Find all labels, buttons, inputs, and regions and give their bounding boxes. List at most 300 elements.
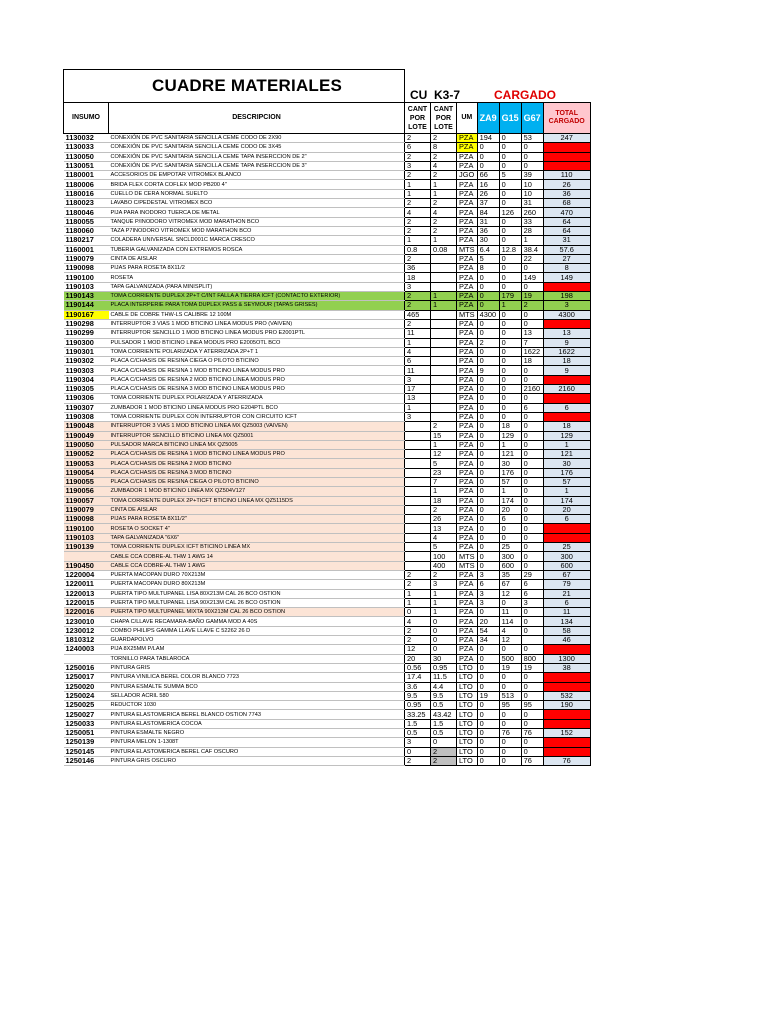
table-row [64,663,591,672]
za9-cell: 54 [477,626,499,635]
total-cell: 38 [543,663,590,672]
cant-lote-1-cell: 1 [405,403,431,412]
g15-cell: 95 [499,701,521,710]
cant-lote-1-cell: 3 [405,412,431,421]
um-cell: LTO [457,719,478,728]
cant-lote-1-cell: 1 [405,338,431,347]
descripcion-cell: CINTA DE AISLAR [109,254,405,263]
descripcion-cell: CABLE CCA COBRE-AL THW 1 AWG 14 [109,552,405,561]
za9-cell: 0 [477,412,499,421]
g15-cell: 12.8 [499,245,521,254]
cant-lote-1-cell: 2 [405,152,431,161]
um-cell: PZA [457,636,478,645]
descripcion-cell: TUBERIA GALVANIZADA CON EXTREMOS ROSCA [109,245,405,254]
table-row [64,226,591,235]
total-cell: 300 [543,552,590,561]
g15-cell: 0 [499,199,521,208]
cant-lote-2-cell: 0.08 [431,245,457,254]
cant-lote-2-cell: 2 [431,756,457,765]
table-row [64,710,591,719]
descripcion-cell: TOMA CORRIENTE DUPLEX ICFT BTICINO LINEA MX [109,543,405,552]
cant-lote-1-cell: 33.25 [405,710,431,719]
insumo-cell: 1190079 [64,505,109,514]
total-cell: 11 [543,608,590,617]
za9-cell: 0 [477,515,499,524]
g67-cell: 0 [521,682,543,691]
insumo-cell [64,654,109,663]
za9-cell: 0 [477,385,499,394]
total-cell: 0 [543,524,590,533]
cant-lote-1-cell: 2 [405,756,431,765]
table-row [64,487,591,496]
cant-lote-2-cell: 7 [431,477,457,486]
um-cell: PZA [457,496,478,505]
g67-cell [521,636,543,645]
g15-cell: 0 [499,310,521,319]
total-cell: 0 [543,319,590,328]
cant-lote-2-cell: 26 [431,515,457,524]
total-cell: 4300 [543,310,590,319]
table-row [64,403,591,412]
cant-lote-2-cell [431,412,457,421]
g67-cell: 13 [521,329,543,338]
za9-cell: 194 [477,134,499,143]
insumo-cell: 1230012 [64,626,109,635]
total-cell: 9 [543,338,590,347]
table-row [64,189,591,198]
table-row [64,412,591,421]
za9-cell: 0 [477,701,499,710]
g67-cell: 0 [521,440,543,449]
descripcion-cell: LAVABO C/PEDESTAL VITROMEX BCO [109,199,405,208]
g67-cell: 19 [521,292,543,301]
cant-lote-1-cell [405,431,431,440]
total-cell: 0 [543,710,590,719]
cant-lote-2-cell: 13 [431,524,457,533]
cant-lote-1-cell [405,468,431,477]
insumo-cell: 1180060 [64,226,109,235]
cant-lote-1-cell: 11 [405,329,431,338]
za9-cell: 34 [477,636,499,645]
za9-cell: 0 [477,468,499,477]
insumo-cell: 1250027 [64,710,109,719]
header-cant-2: CANT POR LOTE [431,103,457,134]
insumo-cell: 1190103 [64,282,109,291]
cant-lote-1-cell: 0 [405,747,431,756]
cant-lote-2-cell [431,273,457,282]
total-cell: 8 [543,264,590,273]
descripcion-cell: TOMA CORRIENTE DUPLEX 2P+T C/INT FALLA A TIERRA ICFT (CONTACTO EXTERIOR) [109,292,405,301]
g67-cell: 2160 [521,385,543,394]
za9-cell: 0 [477,543,499,552]
total-cell: 67 [543,570,590,579]
g67-cell: 0 [521,626,543,635]
g67-cell: 33 [521,217,543,226]
total-cell: 0 [543,152,590,161]
total-cell: 247 [543,134,590,143]
total-cell: 0 [543,645,590,654]
cant-lote-1-cell: 11 [405,366,431,375]
cant-lote-1-cell: 3 [405,375,431,384]
g15-cell: 67 [499,580,521,589]
g67-cell: 0 [521,505,543,514]
insumo-cell: 1250145 [64,747,109,756]
g67-cell: 0 [521,719,543,728]
table-row [64,319,591,328]
table-row [64,543,591,552]
total-cell: 79 [543,580,590,589]
header-insumo: INSUMO [64,103,109,134]
cant-lote-1-cell: 2 [405,319,431,328]
cant-lote-2-cell: 0 [431,645,457,654]
za9-cell: 0 [477,292,499,301]
um-cell: LTO [457,663,478,672]
table-row [64,171,591,180]
za9-cell: 0 [477,403,499,412]
g15-cell: 0 [499,524,521,533]
total-cell: 58 [543,626,590,635]
table-row [64,533,591,542]
descripcion-cell: PUERTA TIPO MULTUPANEL MIXTA 90X213M CAL 26 BCO OSTION [109,608,405,617]
header-za9: ZA9 [477,103,499,134]
insumo-cell: 1190302 [64,357,109,366]
insumo-cell: 1250024 [64,691,109,700]
za9-cell: 0 [477,347,499,356]
descripcion-cell: PULSADOR 1 MOD BTICINO LINEA MODUS PRO E2005OTL BCO [109,338,405,347]
um-cell: PZA [457,180,478,189]
cant-lote-1-cell: 4 [405,617,431,626]
descripcion-cell: ZUMBADOR 1 MOD BTICINO LINEA MODUS PRO E204PTL BCO [109,403,405,412]
table-row [64,654,591,663]
cant-lote-1-cell: 36 [405,264,431,273]
za9-cell: 5 [477,254,499,263]
g67-cell: 0 [521,496,543,505]
g15-cell: 30 [499,459,521,468]
cant-lote-1-cell: 2 [405,636,431,645]
za9-cell: 6.4 [477,245,499,254]
descripcion-cell: PLACA C/CHASIS DE RESINA 2 MOD BTICINO [109,459,405,468]
g15-cell: 20 [499,505,521,514]
g67-cell: 0 [521,394,543,403]
insumo-cell: 1190308 [64,412,109,421]
sheet-title: CUADRE MATERIALES [152,76,343,95]
g15-cell: 500 [499,654,521,663]
cant-lote-2-cell: 9.5 [431,691,457,700]
descripcion-cell: PLACA INTERPERIE PARA TOMA DUPLEX PASS & SEYMOUR (TAPAS GRISES) [109,301,405,310]
cant-lote-2-cell: 1 [431,608,457,617]
g15-cell: 1 [499,440,521,449]
header-g67: G67 [521,103,543,134]
descripcion-cell: CONEXIÓN DE PVC SANITARIA SENCILLA CEME TAPA INSERCCION DE 3" [109,161,405,170]
um-cell: PZA [457,608,478,617]
za9-cell: 0 [477,161,499,170]
g15-cell: 0 [499,412,521,421]
um-cell: MTS [457,561,478,570]
descripcion-cell: CABLE DE COBRE THW-LS CALIBRE 12 100M [109,310,405,319]
um-cell: PZA [457,543,478,552]
um-cell: LTO [457,710,478,719]
table-row [64,580,591,589]
za9-cell: 0 [477,608,499,617]
table-row [64,515,591,524]
table-row [64,375,591,384]
insumo-cell: 1130033 [64,143,109,152]
za9-cell: 2 [477,338,499,347]
cant-lote-1-cell [405,422,431,431]
g67-cell: 0 [521,431,543,440]
g15-cell: 1 [499,487,521,496]
insumo-cell: 1250016 [64,663,109,672]
total-cell: 36 [543,189,590,198]
cant-lote-1-cell: 18 [405,273,431,282]
table-row [64,570,591,579]
table-row [64,756,591,765]
um-cell: PZA [457,217,478,226]
cant-lote-2-cell: 2 [431,570,457,579]
table-row [64,143,591,152]
insumo-cell: 1190300 [64,338,109,347]
g15-cell: 18 [499,422,521,431]
cant-lote-2-cell: 4 [431,533,457,542]
descripcion-cell: TOMA CORRIENTE DUPLEX 2P+TICFT BTICINO LINEA MX QZ5115DS [109,496,405,505]
table-row [64,626,591,635]
cant-lote-2-cell: 0 [431,626,457,635]
insumo-cell: 1180046 [64,208,109,217]
cant-lote-1-cell: 2 [405,226,431,235]
total-cell: 174 [543,496,590,505]
g67-cell: 28 [521,226,543,235]
header-um: UM [457,103,478,134]
um-cell: PZA [457,143,478,152]
g15-cell: 19 [499,663,521,672]
g15-cell: 76 [499,729,521,738]
table-row [64,347,591,356]
g15-cell: 12 [499,589,521,598]
g15-cell: 600 [499,561,521,570]
g15-cell: 0 [499,738,521,747]
table-row [64,254,591,263]
za9-cell: 20 [477,617,499,626]
descripcion-cell: PIJA PARA INODORO TUERCA DE METAL [109,208,405,217]
za9-cell: 0 [477,422,499,431]
g15-cell: 0 [499,180,521,189]
g15-cell: 0 [499,143,521,152]
um-cell: PZA [457,431,478,440]
descripcion-cell: CHAPA C/LLAVE RECAMARA-BAÑO GAMMA MOD A 40S [109,617,405,626]
um-cell: PZA [457,515,478,524]
cant-lote-1-cell: 0.56 [405,663,431,672]
za9-cell: 0 [477,440,499,449]
descripcion-cell: PINTURA ELASTOMERICA COCOA [109,719,405,728]
g67-cell: 0 [521,710,543,719]
descripcion-cell: PUERTA TIPO MULTUPANEL LISA 80X213M CAL 26 BCO OSTION [109,589,405,598]
g67-cell: 0 [521,366,543,375]
descripcion-cell: PINTURA GRIS OSCURO [109,756,405,765]
za9-cell: 0 [477,719,499,728]
total-cell: 0 [543,161,590,170]
g67-cell: 0 [521,152,543,161]
um-cell: PZA [457,357,478,366]
cant-lote-2-cell: 2 [431,171,457,180]
za9-cell: 19 [477,691,499,700]
descripcion-cell: TOMA CORRIENTE POLARIZADA Y ATERRIZADA 2P+T 1 [109,347,405,356]
total-cell: 0 [543,673,590,682]
table-row [64,273,591,282]
g67-cell: 0 [521,477,543,486]
g67-cell: 0 [521,608,543,617]
za9-cell: 4300 [477,310,499,319]
g15-cell: 179 [499,292,521,301]
cant-lote-2-cell: 23 [431,468,457,477]
um-cell: PZA [457,199,478,208]
table-row [64,645,591,654]
table-row [64,292,591,301]
g15-cell: 300 [499,552,521,561]
g15-cell: 0 [499,710,521,719]
za9-cell: 0 [477,524,499,533]
g15-cell: 57 [499,477,521,486]
descripcion-cell: PIJAS PARA ROSETA 8X11/2 [109,264,405,273]
um-cell: PZA [457,394,478,403]
table-row [64,636,591,645]
um-cell: PZA [457,459,478,468]
um-cell: PZA [457,598,478,607]
g67-cell: 1622 [521,347,543,356]
insumo-cell: 1250017 [64,673,109,682]
um-cell: PZA [457,347,478,356]
cant-lote-2-cell: 1 [431,487,457,496]
cant-lote-2-cell [431,329,457,338]
descripcion-cell: CONEXIÓN DE PVC SANITARIA SENCILLA CEME CODO DE 3X45 [109,143,405,152]
table-row [64,496,591,505]
table-row [64,450,591,459]
g67-cell: 53 [521,134,543,143]
g67-cell: 0 [521,412,543,421]
g67-cell: 0 [521,673,543,682]
descripcion-cell: PLACA C/CHASIS DE RESINA CIEGA O PILOTO BTICINO [109,357,405,366]
g67-cell: 95 [521,701,543,710]
za9-cell: 0 [477,319,499,328]
total-cell: 0 [543,143,590,152]
total-cell: 600 [543,561,590,570]
cant-lote-1-cell: 4 [405,208,431,217]
total-cell: 31 [543,236,590,245]
cant-lote-2-cell: 12 [431,450,457,459]
insumo-cell: 1190100 [64,524,109,533]
za9-cell: 0 [477,729,499,738]
um-cell: PZA [457,580,478,589]
total-cell: 470 [543,208,590,217]
g15-cell: 0 [499,598,521,607]
cant-lote-2-cell: 0.95 [431,663,457,672]
descripcion-cell: TOMA CORRIENTE DUPLEX POLARIZADA Y ATERRIZADA [109,394,405,403]
um-cell: PZA [457,403,478,412]
cant-lote-1-cell [405,505,431,514]
za9-cell: 0 [477,282,499,291]
table-row [64,282,591,291]
table-row [64,552,591,561]
table-row [64,338,591,347]
um-cell: MTS [457,245,478,254]
um-cell: LTO [457,747,478,756]
insumo-cell: 1220015 [64,598,109,607]
cant-lote-2-cell: 18 [431,496,457,505]
cant-lote-1-cell [405,496,431,505]
cant-lote-1-cell: 3 [405,738,431,747]
za9-cell: 0 [477,747,499,756]
total-cell: 57 [543,477,590,486]
cant-lote-2-cell: 2 [431,422,457,431]
descripcion-cell: CUELLO DE CERA NORMAL SUELTO [109,189,405,198]
cant-lote-1-cell: 2 [405,580,431,589]
za9-cell: 0 [477,738,499,747]
cant-lote-1-cell: 12 [405,645,431,654]
g15-cell: 0 [499,366,521,375]
um-cell: PZA [457,375,478,384]
descripcion-cell: TAPA GALVANIZADA (PARA MINISPLIT) [109,282,405,291]
g15-cell: 35 [499,570,521,579]
materials-table [63,102,591,766]
table-row [64,682,591,691]
descripcion-cell: PIJA 8X25MM P/LAM [109,645,405,654]
za9-cell: 6 [477,580,499,589]
cant-lote-1-cell: 3.6 [405,682,431,691]
za9-cell: 0 [477,459,499,468]
table-row [64,729,591,738]
um-cell: PZA [457,524,478,533]
g15-cell: 0 [499,254,521,263]
g15-cell: 0 [499,347,521,356]
descripcion-cell: TOMA CORRIENTE DUPLEX CON INTERRUPTOR CON CIRCUITO ICFT [109,412,405,421]
g67-cell: 0 [521,264,543,273]
cant-lote-2-cell: 100 [431,552,457,561]
table-row [64,301,591,310]
g67-cell: 6 [521,589,543,598]
za9-cell: 0 [477,663,499,672]
za9-cell: 0 [477,329,499,338]
g67-cell: 0 [521,143,543,152]
insumo-cell: 1130051 [64,161,109,170]
total-cell: 0 [543,533,590,542]
g67-cell: 22 [521,254,543,263]
descripcion-cell: ACCESORIOS DE EMPOTAR VITROMEX BLANCO [109,171,405,180]
um-cell: PZA [457,412,478,421]
g15-cell: 121 [499,450,521,459]
g15-cell: 0 [499,134,521,143]
za9-cell: 26 [477,189,499,198]
cant-lote-1-cell: 2 [405,199,431,208]
descripcion-cell: CINTA DE AISLAR [109,505,405,514]
cant-lote-1-cell: 1 [405,598,431,607]
um-cell: PZA [457,645,478,654]
g15-cell: 0 [499,226,521,235]
um-cell: PZA [457,450,478,459]
g67-cell: 39 [521,171,543,180]
za9-cell: 37 [477,199,499,208]
g15-cell: 0 [499,329,521,338]
um-cell: PZA [457,533,478,542]
cant-lote-1-cell: 1 [405,236,431,245]
cant-lote-2-cell: 11.5 [431,673,457,682]
table-row [64,199,591,208]
cant-lote-2-cell [431,310,457,319]
cant-lote-1-cell: 17 [405,385,431,394]
table-row [64,357,591,366]
um-cell: LTO [457,729,478,738]
descripcion-cell: PULSADOR MARCA BITICINO LINEA MX QZ5005 [109,440,405,449]
g15-cell: 114 [499,617,521,626]
um-cell: PZA [457,292,478,301]
